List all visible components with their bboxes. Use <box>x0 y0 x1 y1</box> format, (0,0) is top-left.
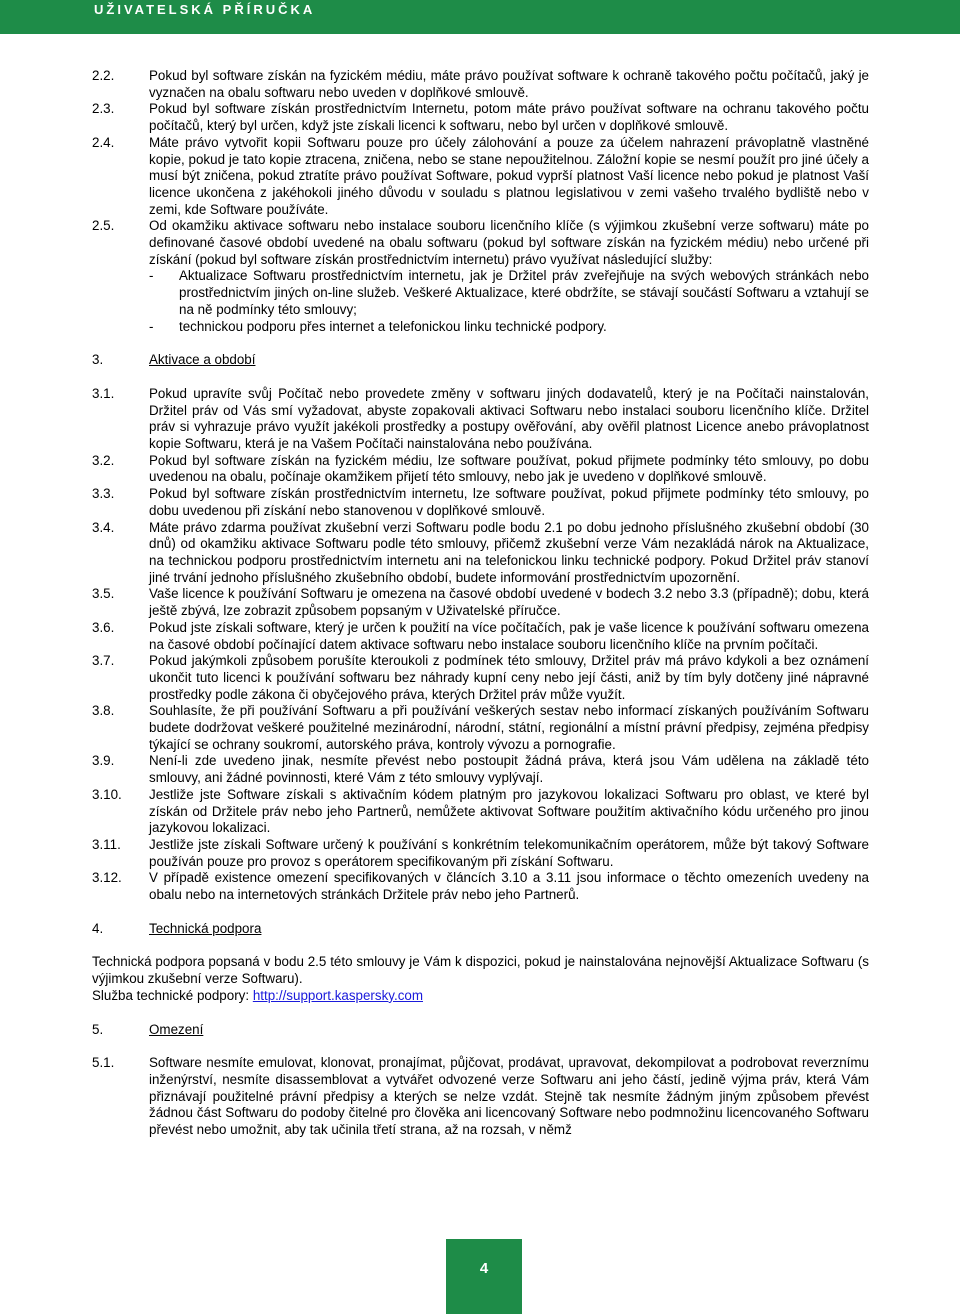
clause-3-5 <box>92 586 869 619</box>
clause-2-5 <box>92 218 869 335</box>
bullet-dash: - <box>149 318 154 334</box>
clause-number: 3.12. <box>92 870 122 886</box>
clause-2-3 <box>92 101 869 134</box>
clause-text: Pokud jste získali software, který je určen k použití na více počítačích, pak je vaše licence k používání softwaru omezena na časové období počínající datem aktivace softwaru nebo instalace souboru licenčního klíče na prvním počítači. <box>149 619 869 652</box>
section-title: Aktivace a období <box>149 352 256 368</box>
clause-text: V případě existence omezení specifikovaných v článcích 3.10 a 3.11 jsou informace o těchto omezeních uvedeny na obalu nebo na internetových stránkách Držitele práv nebo jeho Partnerů. <box>149 870 869 903</box>
section-heading-3 <box>92 352 869 369</box>
clause-3-7 <box>92 653 869 703</box>
list-item-text: Aktualizace Softwaru prostřednictvím internetu, jak je Držitel práv zveřejňuje na svých webových stránkách nebo prostřednictvím jiných on-line služeb. Veškeré Aktualizace, které obdržíte, se stávají součástí Softwaru a vztahují se na ně podmínky této smlouvy; <box>179 268 869 317</box>
clause-3-6 <box>92 620 869 653</box>
clause-3-10 <box>92 787 869 837</box>
section-title: Omezení <box>149 1021 204 1037</box>
clause-2-4 <box>92 135 869 219</box>
clause-text: Jestliže jste získali Software určený k používání s konkrétním telekomunikačním operátorem, může být takový Software používán pouze pro provoz s operátorem specifikovaným při získání Softwaru. <box>149 836 869 869</box>
list-item <box>149 319 869 336</box>
clause-3-11 <box>92 837 869 870</box>
support-paragraph: Technická podpora popsaná v bodu 2.5 této smlouvy je Vám k dispozici, pokud je nainstalována nejnovější Aktualizace Softwaru (s výjimkou zkušební verze Softwaru). <box>92 954 869 987</box>
clause-number: 2.3. <box>92 101 115 117</box>
support-link[interactable]: http://support.kaspersky.com <box>252 987 423 1003</box>
list-item <box>149 268 869 318</box>
header-title: UŽIVATELSKÁ PŘÍRUČKA <box>94 2 316 17</box>
document-body <box>92 68 869 1139</box>
clause-3-1 <box>92 386 869 453</box>
clause-3-4 <box>92 520 869 587</box>
clause-text: Pokud byl software získán prostřednictvím Internetu, potom máte právo používat software na ochranu takového počtu počítačů, který byl určen, když jste získali licenci k softwaru, nebo byl určen v doplňkové smlouvě. <box>149 101 869 134</box>
clause-number: 3.7. <box>92 653 115 669</box>
clause-text: Pokud byl software získán na fyzickém médiu, lze software používat, pokud přijmete podmínky této smlouvy, po dobu uvedenou na obalu, počínaje okamžikem přijetí této smlouvy, nebo jak je uvedeno v doplňkové smlouvě. <box>149 452 869 485</box>
list-item-text: technickou podporu přes internet a telefonickou linku technické podpory. <box>179 318 607 334</box>
clause-number: 3.3. <box>92 486 115 502</box>
clause-number: 5.1. <box>92 1055 115 1071</box>
clause-text: Jestliže jste Software získali s aktivačním kódem platným pro jazykovou lokalizaci Softwaru pro oblast, ve které byl získán od Držitele práv nebo jeho Partnerů, nemůžete aktivovat Software použitím aktivačního kódu určeného pro jinou jazykovou lokalizaci. <box>149 786 869 836</box>
clause-number: 2.5. <box>92 218 115 234</box>
clause-3-9 <box>92 753 869 786</box>
clause-text: Pokud byl software získán na fyzickém médiu, máte právo používat software k ochraně takového počtu počítačů, jaký je vyznačen na obalu softwaru nebo uveden v doplňkové smlouvě. <box>149 68 869 100</box>
clause-number: 3.8. <box>92 703 115 719</box>
section-title: Technická podpora <box>149 920 262 936</box>
clause-text: Vaše licence k používání Softwaru je omezena na časové období uvedené v bodech 3.2 nebo 3.3 (případně); dobu, která ještě zbývá, lze zobrazit způsobem popsaným v Uživatelské příručce. <box>149 586 869 619</box>
clause-text: Pokud byl software získán prostřednictvím internetu, lze software používat, pokud přijmete podmínky této smlouvy, po dobu uvedenou při získání nebo stanovenou v doplňkové smlouvě. <box>149 486 869 518</box>
clause-number: 3.10. <box>92 786 122 802</box>
clause-number: 3.6. <box>92 619 115 635</box>
clause-number: 3.11. <box>92 836 121 852</box>
support-label: Služba technické podpory: <box>92 987 250 1003</box>
clause-number: 2.2. <box>92 68 115 83</box>
clause-number: 2.4. <box>92 134 115 150</box>
clause-5-1 <box>92 1055 869 1139</box>
clause-2-2 <box>92 68 869 101</box>
clause-text: Není-li zde uvedeno jinak, nesmíte převést nebo postoupit žádná práva, která jsou Vám udělena na základě této smlouvy, ani žádné povinnosti, které Vám z této smlouvy vyplývají. <box>149 753 869 786</box>
support-line <box>92 988 869 1005</box>
clause-number: 3.5. <box>92 586 115 602</box>
clause-text: Pokud upravíte svůj Počítač nebo provedete změny v softwaru jiných dodavatelů, který je na Počítači nainstalován, Držitel práv od Vás smí vyžadovat, abyste zopakovali aktivaci Softwaru nebo instalaci souboru licenčního klíče. Držitel práv si vyhrazuje právo využít jakékoli prostředky a postupy ověřování, aby ověřil platnost Licence anebo právoplatnost kopie Softwaru, která je na Vašem Počítači nainstalována nebo používána. <box>149 385 869 452</box>
clause-text: Software nesmíte emulovat, klonovat, pronajímat, půjčovat, prodávat, upravovat, dekompilovat a podrobovat reverznímu inženýrství, nesmíte disassemblovat a vytvářet odvozené verze Softwaru ani jeho částí, jedině výjma práv, která Vám přiznávají použitelné právní předpisy a kterých se nelze vzdát. Stejně tak nesmíte žádným jiným způsobem převést žádnou část Softwaru do podoby čitelné pro člověka ani licencovaný Software nebo podmnožinu licencovaného Softwaru převést nebo umožnit, aby tak učinila třetí strana, až na rozsah, v němž <box>149 1055 869 1138</box>
clause-3-3 <box>92 486 869 519</box>
clause-text: Máte právo zdarma používat zkušební verzi Softwaru podle bodu 2.1 po dobu jednoho příslušného zkušební období (30 dnů) od okamžiku aktivace Softwaru podle této smlouvy, přičemž zkušební verze Vám nezakládá nárok na Aktualizace, na technickou podporu prostřednictvím internetu ani na telefonickou linku technické podpory. Pokud Držitel práv stanoví jiné trvání jednoho příslušného zkušebního období, budete informování prostřednictvím upozornění. <box>149 519 869 585</box>
section-heading-5 <box>92 1022 869 1039</box>
clause-text: Od okamžiku aktivace softwaru nebo instalace souboru licenčního klíče (s výjimkou zkušební verze softwaru) máte po definované časové období uvedené na obalu softwaru (pokud byl software získán na fyzickém médiu) nebo určené při získání (pokud byl software získán prostřednictvím internetu) právo využívat následující služby: <box>149 218 869 267</box>
clause-3-2 <box>92 453 869 486</box>
section-number: 3. <box>92 352 104 368</box>
section-number: 4. <box>92 920 104 936</box>
clause-number: 3.4. <box>92 519 115 535</box>
clause-text: Pokud jakýmkoli způsobem porušíte kteroukoli z podmínek této smlouvy, Držitel práv má právo kdykoli a bez oznámení ukončit tuto licenci k používání softwaru bez náhrady kupní ceny nebo její části, aniž by tím byly dotčeny jiné nápravné prostředky podle zákona či obyčejového práva, kterých Držitel práv může využít. <box>149 653 869 702</box>
document-header <box>0 0 960 34</box>
clause-text: Máte právo vytvořit kopii Softwaru pouze pro účely zálohování a pouze za účelem nahrazení právoplatně vlastněné kopie, pokud je tato kopie ztracena, zničena, nebo se stane nepoužitelnou. Záložní kopie se nesmí použít pro jiné účely a musí být zničena, pokud ztratíte právo používat Software, pokud vyprší platnost Vaší licence nebo pokud je platnost Vaší licence ukončena z jakéhokoli jiného důvodu v souladu s platnou legislativou v zemi vašeho trvalého bydliště nebo v zemi, kde Software používáte. <box>149 134 869 217</box>
section-number: 5. <box>92 1021 104 1037</box>
clause-number: 3.1. <box>92 385 115 401</box>
clause-number: 3.2. <box>92 452 115 468</box>
clause-3-8 <box>92 703 869 753</box>
bullet-dash: - <box>149 268 154 284</box>
clause-number: 3.9. <box>92 753 115 769</box>
clause-text: Souhlasíte, že při používání Softwaru a při používání veškerých sestav nebo informací získaných používáním Softwaru budete dodržovat veškeré použitelné mezinárodní, národní, státní, regionální a místní právní předpisy, zejména předpisy týkající se ochrany soukromí, autorského práva, kontroly vývozu a pornografie. <box>149 703 869 752</box>
section-heading-4 <box>92 921 869 938</box>
page-number: 4 <box>446 1239 522 1314</box>
clause-3-12 <box>92 870 869 903</box>
